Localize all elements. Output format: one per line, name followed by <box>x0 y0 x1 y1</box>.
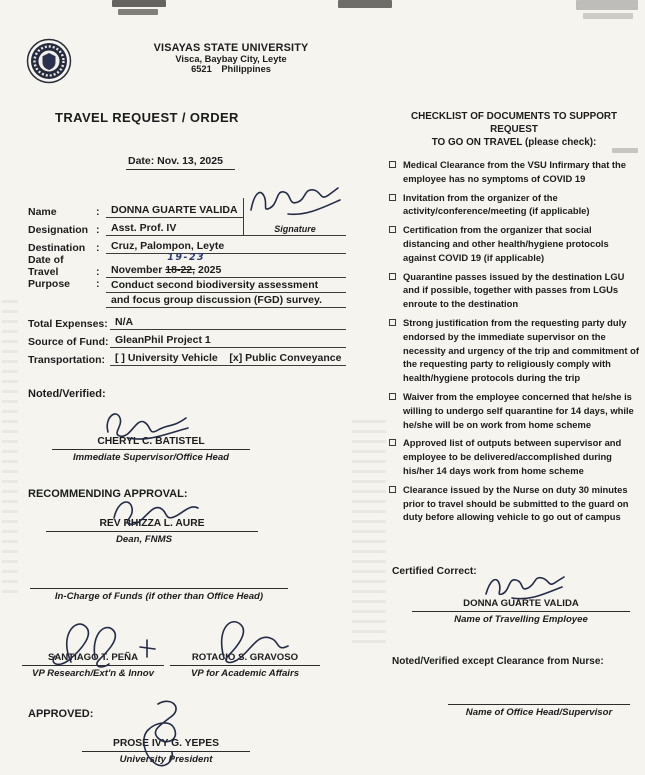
checklist-item-text: Invitation from the organizer of the activity/conference/meeting (if applicable) <box>403 191 590 217</box>
scan-artifact <box>338 0 392 8</box>
form-row-purpose <box>28 278 346 308</box>
certified-correct-label: Certified Correct: <box>392 566 477 577</box>
noted-verified-label: Noted/Verified: <box>28 388 106 400</box>
vp-research-signatory <box>22 652 164 679</box>
checklist-heading-line2: TO GO ON TRAVEL (please check): <box>431 137 597 148</box>
checklist-heading-line1: CHECKLIST OF DOCUMENTS TO SUPPORT REQUEST <box>410 111 618 135</box>
date-of-travel-label: Date of Travel <box>28 254 64 278</box>
university-address-line1: Visca, Baybay City, Leyte <box>175 54 287 64</box>
noted-except-clearance-label: Noted/Verified except Clearance from Nurse: <box>392 656 604 667</box>
date-struck-wrap <box>165 252 206 276</box>
source-of-fund-value: GleanPhil Project 1 <box>110 333 346 348</box>
colon <box>96 266 106 278</box>
form-row-name <box>28 200 243 218</box>
travelling-employee-title: Name of Travelling Employee <box>454 614 588 625</box>
form-row-total-expenses <box>28 312 346 330</box>
vp-academic-title: VP for Academic Affairs <box>190 668 300 679</box>
colon <box>96 242 106 254</box>
date-prefix: November <box>111 264 166 276</box>
checkbox-icon <box>389 319 396 326</box>
checklist-item <box>388 483 640 524</box>
scan-bleed-through <box>2 300 18 600</box>
dean-signatory <box>46 518 258 545</box>
scan-artifact <box>118 9 158 15</box>
president-signatory <box>82 738 250 765</box>
checkbox-icon <box>389 273 396 280</box>
funds-incharge-signatory <box>30 578 288 602</box>
checklist-item-text: Clearance issued by the Nurse on duty 30 minutes prior to travel should be submitted to the guard on duty before allowing vehicle to go out of campus <box>403 483 629 523</box>
employee-signature <box>248 180 344 224</box>
checklist-item <box>388 191 640 219</box>
checklist-item-text: Certification from the organizer that social distancing and other health/hygiene protocols against COVID 19 (if applicable) <box>403 224 609 263</box>
scan-bleed-through <box>352 420 386 650</box>
colon <box>96 206 106 218</box>
office-head-signatory <box>448 694 630 718</box>
office-head-title: Name of Office Head/Supervisor <box>465 707 613 718</box>
scan-artifact <box>583 13 633 19</box>
president-title: University President <box>119 754 213 765</box>
travelling-employee-signatory <box>412 598 630 625</box>
checklist-item <box>388 270 640 311</box>
purpose-value-line2: and focus group discussion (FGD) survey. <box>106 293 346 308</box>
university-address-line2: 6521 Philippines <box>191 64 271 74</box>
recommending-approval-label: RECOMMENDING APPROVAL: <box>28 488 188 500</box>
designation-label: Designation <box>28 224 89 236</box>
date-struck-text: 18-22, <box>165 264 196 276</box>
checkbox-icon <box>389 194 396 201</box>
total-expenses-value: N/A <box>110 315 346 330</box>
dean-title: Dean, FNMS <box>116 534 172 545</box>
checklist-item-text: Approved list of outputs between supervisor and employee to be delivered/accomplished during his/her 14 days work from home scheme <box>403 437 622 476</box>
vp-research-title: VP Research/Ext'n & Innov <box>32 668 154 679</box>
checklist-item <box>388 158 640 186</box>
funds-incharge-title: In-Charge of Funds (if other than Office Head) <box>54 591 264 602</box>
form-row-transportation <box>28 348 346 366</box>
vsu-seal-logo <box>26 38 72 89</box>
name-label: Name <box>28 206 57 218</box>
checklist-item <box>388 316 640 385</box>
destination-value: Cruz, Palompon, Leyte <box>106 239 346 254</box>
source-of-fund-label: Source of Fund: <box>28 336 109 348</box>
colon <box>96 224 106 236</box>
date-of-travel-value <box>106 252 346 278</box>
vp-research-name: SANTIAGO T. PEÑA <box>22 652 164 666</box>
university-header <box>146 42 316 74</box>
checklist-item-text: Waiver from the employee concerned that he/she is willing to undergo self quarantine for 14 days, while he/she will be on work from home scheme <box>403 390 634 430</box>
checkbox-icon <box>389 393 396 400</box>
total-expenses-label: Total Expenses: <box>28 318 108 330</box>
designation-value: Asst. Prof. IV <box>106 221 243 236</box>
purpose-label: Purpose <box>28 278 71 290</box>
president-name: PROSE IVY G. YEPES <box>82 738 250 752</box>
travel-request-form <box>28 200 346 366</box>
supervisor-signatory <box>52 436 250 463</box>
document-title: TRAVEL REQUEST / ORDER <box>55 110 239 125</box>
destination-label: Destination <box>28 242 86 254</box>
form-row-date-of-travel <box>28 254 346 278</box>
university-name: VISAYAS STATE UNIVERSITY <box>153 42 309 54</box>
scan-artifact <box>576 0 638 10</box>
checklist-item-text: Strong justification from the requesting party duly endorsed by the immediate supervisor on the necessity and urgency of the trip and commitment of the requesting party to religiously comply with health/hygiene protocols during the trip <box>403 316 639 384</box>
checklist-item-text: Medical Clearance from the VSU Infirmary that the employee has no symptoms of COVID 19 <box>403 159 626 184</box>
name-value: DONNA GUARTE VALIDA <box>106 203 243 218</box>
signature-box-label: Signature <box>274 224 316 234</box>
checkbox-icon <box>389 486 396 493</box>
travelling-employee-name: DONNA GUARTE VALIDA <box>412 598 630 612</box>
checkbox-icon <box>389 161 396 168</box>
date-field: Date: Nov. 13, 2025 <box>126 155 235 170</box>
checklist-item <box>388 390 640 431</box>
date-suffix: 2025 <box>195 264 222 276</box>
checklist-item <box>388 436 640 477</box>
form-row-source-of-fund <box>28 330 346 348</box>
document-checklist <box>388 110 640 529</box>
approved-label: APPROVED: <box>28 708 94 720</box>
vp-academic-signatory <box>170 652 320 679</box>
funds-incharge-blank-line <box>30 578 288 589</box>
checkbox-icon <box>389 439 396 446</box>
transportation-label: Transportation: <box>28 354 106 366</box>
purpose-value-line1: Conduct second biodiversity assessment <box>106 278 346 293</box>
checklist-item-text: Quarantine passes issued by the destination LGU and if possible, together with passes from LGUs enroute to the destination <box>403 270 625 310</box>
colon <box>96 278 106 290</box>
checklist-item <box>388 223 640 264</box>
signature-box <box>243 198 346 236</box>
form-row-designation <box>28 218 243 236</box>
scan-artifact <box>112 0 166 7</box>
checklist-items <box>388 158 640 524</box>
vp-academic-name: ROTACIO S. GRAVOSO <box>170 652 320 666</box>
supervisor-name: CHERYL C. BATISTEL <box>52 436 250 450</box>
checkbox-icon <box>389 226 396 233</box>
transportation-value: [ ] University Vehicle [x] Public Conveyance <box>110 351 346 366</box>
supervisor-title: Immediate Supervisor/Office Head <box>72 452 230 463</box>
office-head-blank-line <box>448 694 630 705</box>
handwritten-date-correction: 19-23 <box>167 252 206 263</box>
dean-name: REV RHIZZA L. AURE <box>46 518 258 532</box>
